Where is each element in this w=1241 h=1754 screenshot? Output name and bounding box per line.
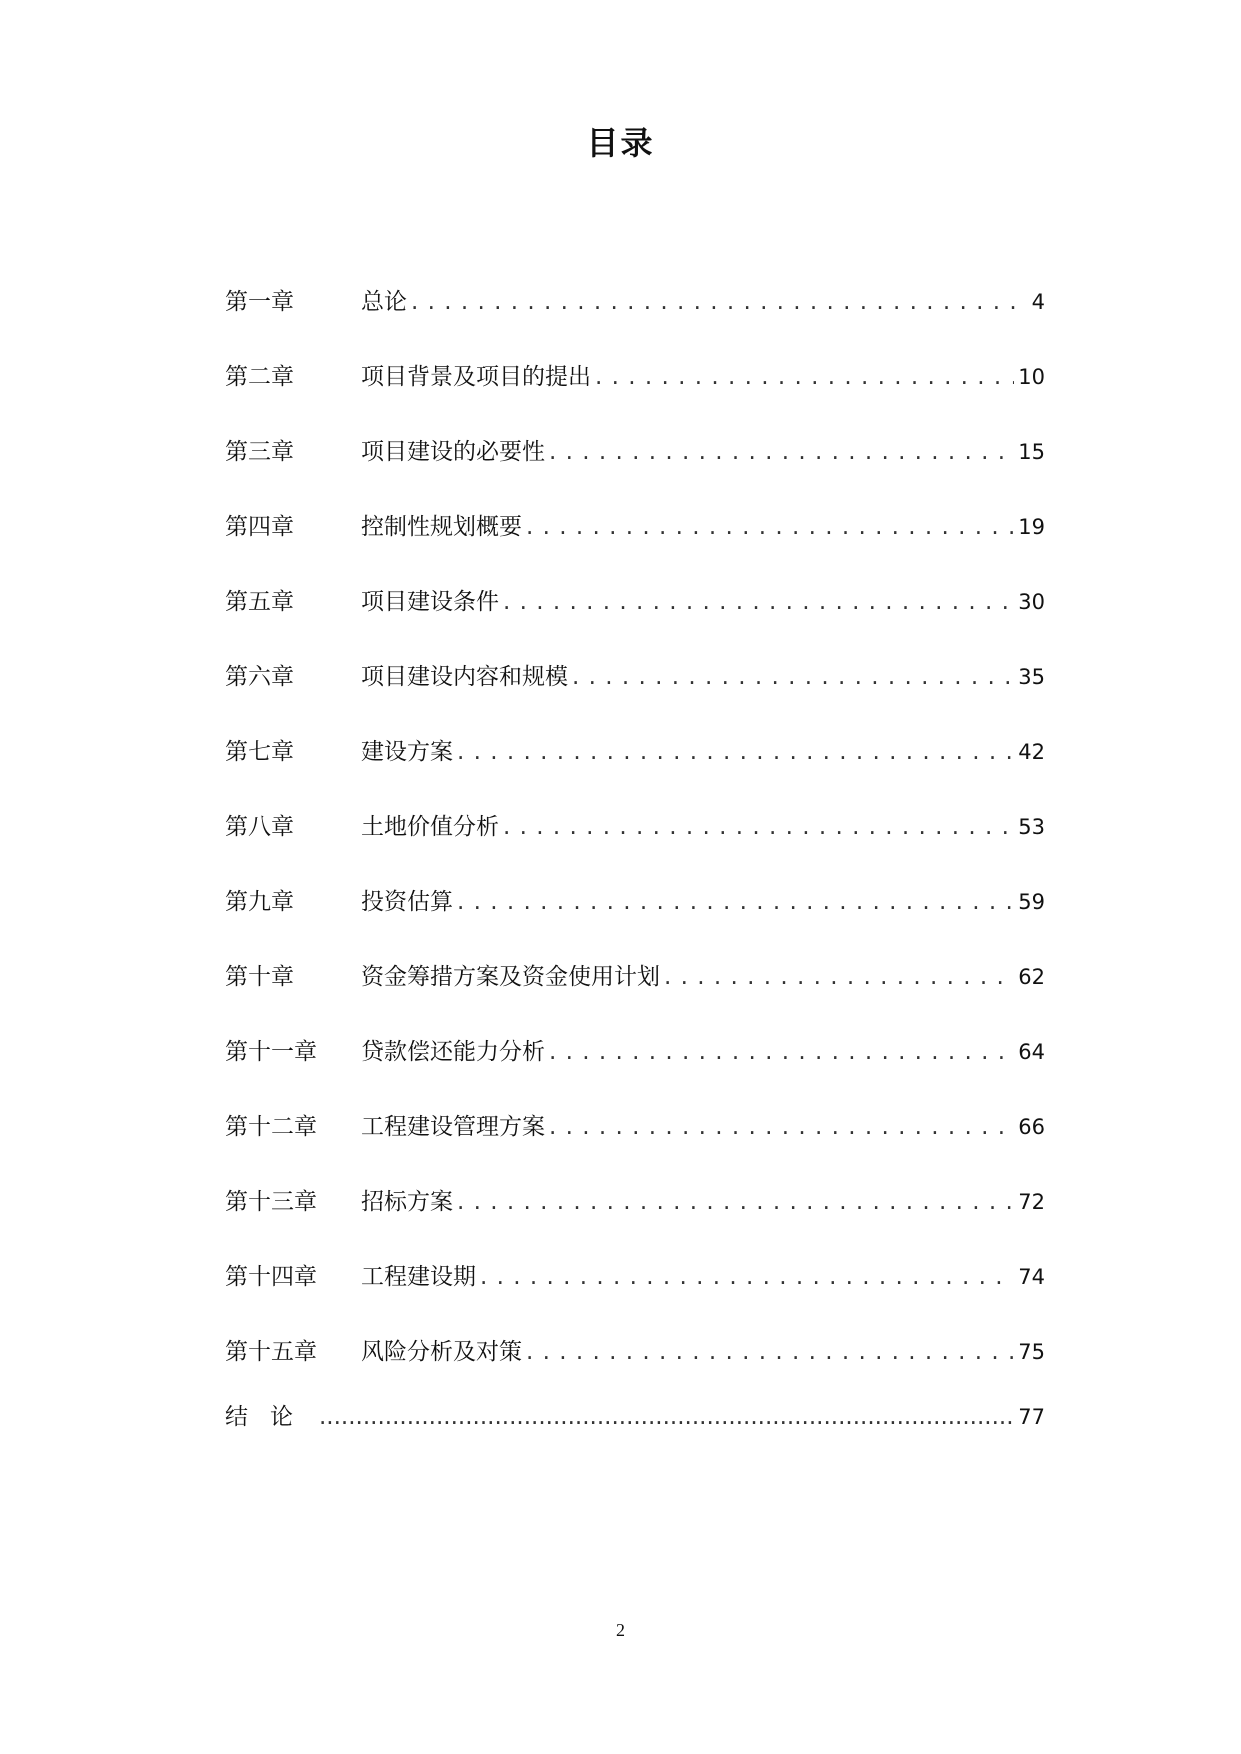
toc-entry[interactable] (225, 357, 1045, 432)
toc-entry[interactable] (225, 657, 1045, 732)
toc-page-number: 77 (1018, 1405, 1045, 1429)
toc-chapter-title: 贷款偿还能力分析 (361, 1039, 545, 1065)
toc-entry[interactable] (225, 507, 1045, 582)
toc-entry[interactable] (225, 882, 1045, 957)
page-number: 2 (616, 1620, 625, 1640)
toc-page-number: 74 (1018, 1265, 1045, 1289)
toc-chapter-title: 总论 (361, 289, 407, 315)
toc-entry[interactable] (225, 957, 1045, 1032)
toc-page-number: 66 (1018, 1115, 1045, 1139)
toc-chapter-number: 第二章 (225, 364, 294, 390)
toc-chapter-title: 控制性规划概要 (361, 514, 522, 540)
toc-chapter-title: 招标方案 (361, 1189, 453, 1215)
toc-page-number: 64 (1018, 1040, 1045, 1064)
toc-chapter-title: 土地价值分析 (361, 814, 499, 840)
toc-chapter-number: 第六章 (225, 664, 294, 690)
toc-entry[interactable] (225, 732, 1045, 807)
toc-entry[interactable] (225, 807, 1045, 882)
toc-chapter-number: 第七章 (225, 739, 294, 765)
toc-entry[interactable] (225, 432, 1045, 507)
toc-entry[interactable] (225, 1107, 1045, 1182)
toc-dot-leader (549, 1032, 1014, 1072)
toc-dot-leader (526, 1332, 1014, 1372)
table-of-contents (225, 282, 1045, 1457)
toc-entry[interactable] (225, 1257, 1045, 1332)
toc-page-number: 59 (1018, 890, 1045, 914)
toc-dot-leader (480, 1257, 1014, 1297)
toc-chapter-number: 第八章 (225, 814, 294, 840)
toc-page-number: 62 (1018, 965, 1045, 989)
toc-chapter-number: 第十五章 (225, 1339, 317, 1365)
toc-chapter-title: 项目背景及项目的提出 (361, 364, 591, 390)
toc-chapter-title: 项目建设的必要性 (361, 439, 545, 465)
toc-page-number: 75 (1018, 1340, 1045, 1364)
toc-dot-leader (319, 1397, 1014, 1437)
toc-page-number: 35 (1018, 665, 1045, 689)
toc-page-number: 53 (1018, 815, 1045, 839)
toc-chapter-title: 项目建设内容和规模 (361, 664, 568, 690)
toc-chapter-number: 第十二章 (225, 1114, 317, 1140)
toc-chapter-title: 投资估算 (361, 889, 453, 915)
toc-entry-conclusion[interactable] (225, 1397, 1045, 1457)
toc-dot-leader (411, 282, 1028, 322)
toc-chapter-title: 工程建设期 (361, 1264, 476, 1290)
toc-dot-leader (664, 957, 1014, 997)
toc-chapter-number: 第十三章 (225, 1189, 317, 1215)
toc-chapter-title: 风险分析及对策 (361, 1339, 522, 1365)
toc-entry[interactable] (225, 1182, 1045, 1257)
toc-page-number: 15 (1018, 440, 1045, 464)
toc-dot-leader (457, 732, 1014, 772)
toc-dot-leader (457, 1182, 1014, 1222)
toc-page-number: 30 (1018, 590, 1045, 614)
toc-chapter-number: 第三章 (225, 439, 294, 465)
toc-page-number: 72 (1018, 1190, 1045, 1214)
page-title: 目录 (586, 124, 655, 162)
toc-page-number: 4 (1031, 290, 1045, 314)
toc-dot-leader (503, 582, 1014, 622)
toc-dot-leader (457, 882, 1014, 922)
toc-conclusion-title: 结论 (225, 1404, 315, 1430)
toc-chapter-number: 第十章 (225, 964, 294, 990)
toc-entry[interactable] (225, 1032, 1045, 1107)
toc-entry[interactable] (225, 1332, 1045, 1397)
toc-dot-leader (572, 657, 1014, 697)
toc-chapter-title: 项目建设条件 (361, 589, 499, 615)
toc-page-number: 19 (1018, 515, 1045, 539)
toc-entry[interactable] (225, 582, 1045, 657)
toc-dot-leader (526, 507, 1014, 547)
toc-dot-leader (503, 807, 1014, 847)
toc-dot-leader (549, 1107, 1014, 1147)
toc-chapter-number: 第五章 (225, 589, 294, 615)
toc-chapter-title: 工程建设管理方案 (361, 1114, 545, 1140)
toc-chapter-number: 第九章 (225, 889, 294, 915)
toc-page-number: 42 (1018, 740, 1045, 764)
toc-chapter-title: 资金筹措方案及资金使用计划 (361, 964, 660, 990)
toc-entry[interactable] (225, 282, 1045, 357)
toc-chapter-number: 第四章 (225, 514, 294, 540)
toc-page-number: 10 (1018, 365, 1045, 389)
toc-dot-leader (549, 432, 1014, 472)
toc-chapter-title: 建设方案 (361, 739, 453, 765)
toc-chapter-number: 第十一章 (225, 1039, 317, 1065)
toc-dot-leader (595, 357, 1014, 397)
toc-chapter-number: 第十四章 (225, 1264, 317, 1290)
toc-chapter-number: 第一章 (225, 289, 294, 315)
